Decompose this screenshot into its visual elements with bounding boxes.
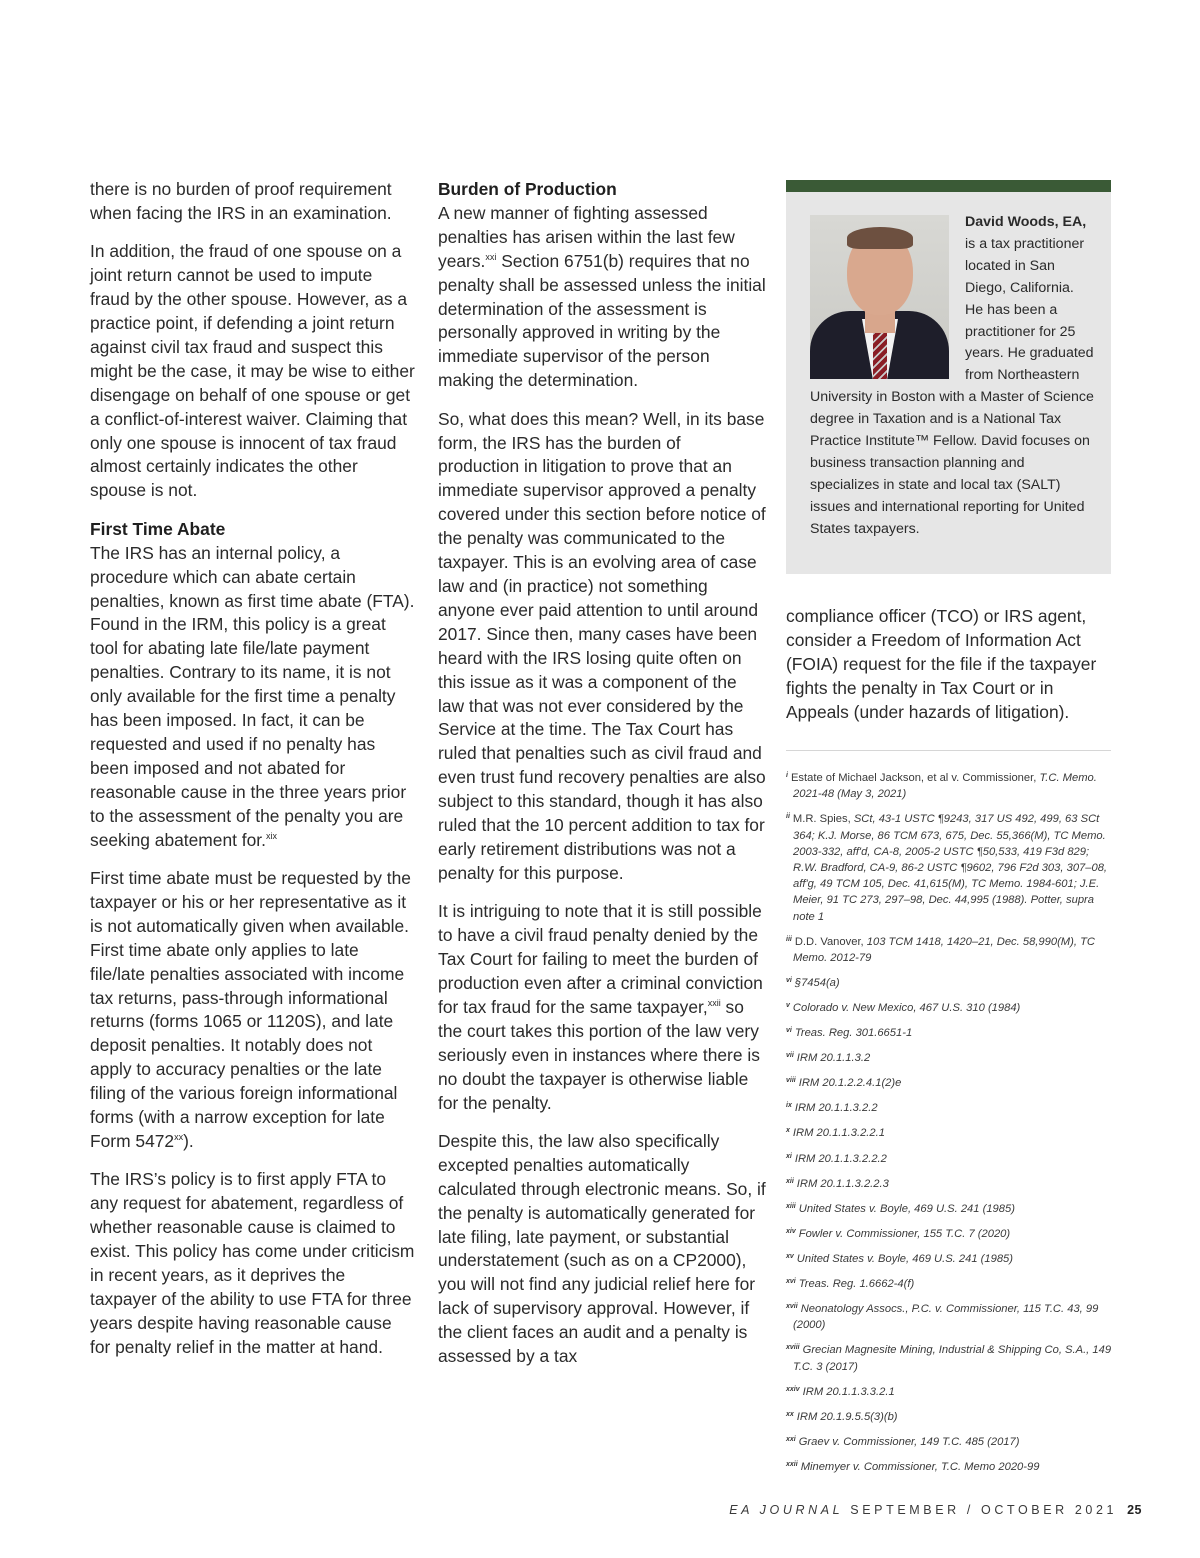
endnote: $^{vii}$ IRM 20.1.1.3.2 [786,1052,871,1065]
bio-accent-bar [786,180,1111,192]
section-burden-of-production [438,178,766,393]
paragraph: So, what does this mean? Well, in its base form, the IRS has the burden of production in litigation to prove that an immediate supervisor approved a penalty covered under this section before notice of the penalty was communicated to the taxpayer. This is an evolving area of case law and (in practice) not something anyone ever paid attention to until around 2017. Since then, many cases have been heard with the IRS losing quite often on this issue as it was a component of the law that was not ever considered by the Service at the time. The Tax Court has ruled that penalties such as civil fraud and even trust fund recovery penalties are also subject to this standard, though it has also ruled that the 10 percent addition to tax for early retirement distributions was not a penalty for this purpose. [438,408,766,883]
endnote: $^{ii}$ M.R. Spies, SCt, 43-1 USTC ¶9243, 317 US 492, 499, 63 SCt 364; K.J. Morse, 86 TCM 673, 675, Dec. 55,366(M), TC Memo. 2003-332, aff'd, CA-8, 2005-2 USTC ¶50,533, 419 F3d 829; R.W. Bradford, CA-9, 86-2 USTC ¶9602, 796 F2d 303, 307–08, aff'g, 49 TCM 105, Dec. 41,615(M), TC Memo. 1984-601; J.E. Meier, 91 TC 273, 297–98, Dec. 44,995 (1988). Potter, supra note 1 [786,813,1108,923]
author-bio-box [786,192,1111,574]
paragraph-text: The IRS has an internal policy, a procedure which can abate certain penalties, known as first time abate (FTA). Found in the IRM, this policy is a great tool for abating late file/late payment penalties. Contrary to its name, it is not only available for the first time a penalty has been imposed. In fact, it can be requested and used if no penalty has been imposed and not abated for reasonable cause in the three years prior to the assessment of the penalty you are seeking abatement for. [90,542,415,850]
right-column-text: compliance officer (TCO) or IRS agent, consider a Freedom of Information Act (FOIA) request for the file if the taxpayer fights the penalty in Tax Court or in Appeals (under hazards of litigation). [786,606,1097,722]
endnote: $^x$ IRM 20.1.1.3.2.2.1 [786,1127,885,1140]
endnote: $^{xv}$ United States v. Boyle, 469 U.S. 241 (1985) [786,1252,1014,1265]
paragraph: In addition, the fraud of one spouse on a joint return cannot be used to impute fraud by the other spouse. However, as a practice point, if defending a joint return against civil tax fraud and suspect this might be the case, it may be wise to either disengage on behalf of one spouse or get a conflict-of-interest waiver. Claiming that only one spouse is innocent of tax fraud almost certainly indicates the other spouse is not. [90,241,415,501]
endnote: $^{xxi}$ Graev v. Commissioner, 149 T.C. 485 (2017) [786,1435,1020,1448]
issue-date: SEPTEMBER / OCTOBER 2021 [843,1503,1118,1517]
footnote-ref[interactable]: xxi [485,251,497,262]
heading-first-time-abate: First Time Abate [90,518,226,539]
endnote: $^{ix}$ IRM 20.1.1.3.2.2 [786,1102,878,1115]
section-fta [90,518,415,853]
journal-name: EA JOURNAL [729,1503,844,1517]
author-description: is a tax practitioner located in San Diego, California. He has been a practitioner for 25 years. He graduated from Northeastern University in Boston with a Master of Science degree in Taxation and is a National Tax Practice Institute™ Fellow. David focuses on business transaction planning and specializes in state and local tax (SALT) issues and international reporting for United States taxpayers. [810,235,1094,537]
endnote: $^{vi}$ §7454(a) [786,976,840,989]
paragraph: Despite this, the law also specifically excepted penalties automatically calculated through electronic means. So, if the penalty is automatically generated for late filing, late payment, or substantial understatement (such as on a CP2000), you will not find any judicial relief here for lack of supervisory approval. However, if the client faces an audit and a penalty is assessed by a tax [438,1130,766,1367]
endnote: $^v$ Colorado v. New Mexico, 467 U.S. 310 (1984) [786,1002,1021,1014]
endnote: $^{xiii}$ United States v. Boyle, 469 U.S. 241 (1985) [786,1202,1015,1215]
endnote: $^{iii}$ D.D. Vanover, 103 TCM 1418, 1420–21, Dec. 58,990(M), TC Memo. 2012-79 [786,935,1095,964]
author-photo [810,215,949,379]
author-name: David Woods, EA, [965,214,1087,230]
paragraph-text: Section 6751(b) requires that no penalty shall be assessed unless the initial determination of the assessment is personally approved in writing by the immediate supervisor of the person making the determination. [438,250,766,391]
paragraph: The IRS’s policy is to first apply FTA to any request for abatement, regardless of whether reasonable cause is claimed to exist. This policy has come under criticism in recent years, as it deprives the taxpayer of the ability to use FTA for three years despite having reasonable cause for penalty relief in the matter at hand. [90,1169,415,1357]
paragraph-text: so the court takes this portion of the law very seriously even in instances where there is no doubt the taxpayer is otherwise liable for the penalty. [438,996,760,1113]
endnote: $^{xvii}$ Neonatology Assocs., P.C. v. Commissioner, 115 T.C. 43, 99 (2000) [786,1303,1099,1332]
endnote: $^{xii}$ IRM 20.1.1.3.2.2.3 [786,1177,889,1190]
footnote-ref[interactable]: xix [265,830,277,841]
page-footer [729,1503,1142,1517]
endnote: $^{xviii}$ Grecian Magnesite Mining, Industrial & Shipping Co, S.A., 149 T.C. 3 (2017) [786,1344,1112,1373]
endnote: $^{xxii}$ Minemyer v. Commissioner, T.C. Memo 2020-99 [786,1461,1040,1473]
paragraph-text: First time abate must be requested by the taxpayer or his or her representative as it is not automatically given when available. First time abate only applies to late file/late penalties associated with income tax returns, pass-through informational returns (forms 1065 or 1120S), and late deposit penalties. It notably does not apply to accuracy penalties or the late filing of the various foreign informational forms (with a narrow exception for late Form 5472 [90,867,411,1151]
footnote-divider [786,750,1111,751]
endnote: $^{viii}$ IRM 20.1.2.2.4.1(2)e [786,1077,902,1090]
paragraph-text: A new manner of fighting assessed penalties has arisen within the last few years. [438,202,735,271]
endnote: $^{xiv}$ Fowler v. Commissioner, 155 T.C. 7 (2020) [786,1227,1011,1240]
left-column [90,178,415,1374]
paragraph-text: ). [183,1130,194,1151]
paragraph [90,867,415,1154]
endnotes [786,768,1116,1482]
endnote: $^{xi}$ IRM 20.1.1.3.2.2.2 [786,1152,887,1165]
page-number: 25 [1127,1503,1142,1517]
author-bio [810,212,1095,541]
middle-column [438,178,766,1384]
heading-burden-of-production: Burden of Production [438,179,617,199]
endnote: $^{vi}$ Treas. Reg. 301.6651-1 [786,1027,913,1040]
footnote-ref[interactable]: xx [174,1131,184,1142]
footnote-ref[interactable]: xxii [707,997,721,1008]
paragraph: there is no burden of proof requirement when facing the IRS in an examination. [90,179,392,223]
paragraph [438,900,766,1115]
paragraph-text: It is intriguing to note that it is still possible to have a civil fraud penalty denied by the Tax Court for failing to meet the burden of production even after a criminal conviction for tax fraud for the same taxpayer, [438,901,763,1017]
endnote: $^{xxiv}$ IRM 20.1.1.3.3.2.1 [786,1385,895,1398]
endnote: $^i$ Estate of Michael Jackson, et al v. Commissioner, T.C. Memo. 2021-48 (May 3, 2021) [786,772,1097,801]
endnote: $^{xvi}$ Treas. Reg. 1.6662-4(f) [786,1278,915,1291]
endnote: $^{xx}$ IRM 20.1.9.5.5(3)(b) [786,1410,898,1423]
